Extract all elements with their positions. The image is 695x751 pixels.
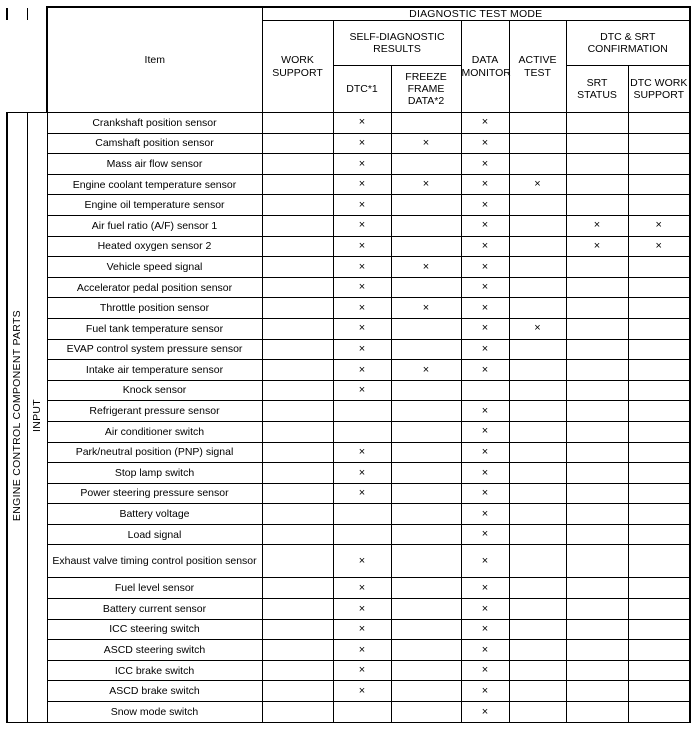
cell-work-support [262,154,333,175]
spacer-cell-outer-2 [7,21,27,66]
cell-dtc-work-support [628,483,690,504]
cell-active-test: × [509,174,566,195]
cell-dtc-work-support [628,360,690,381]
cell-data-monitor: × [461,277,509,298]
cell-active-test [509,619,566,640]
cell-active-test [509,545,566,578]
table-row [7,401,690,422]
cell-dtc: × [333,257,391,278]
spacer-cell-inner-2 [27,21,47,66]
cell-dtc-work-support [628,702,690,723]
cell-active-test [509,702,566,723]
row-item-label: Battery voltage [47,504,262,525]
cell-freeze-frame-data [391,380,461,401]
cell-dtc-work-support [628,640,690,661]
cell-active-test [509,463,566,484]
cell-data-monitor: × [461,640,509,661]
cell-data-monitor: × [461,133,509,154]
cell-srt-status [566,154,628,175]
cell-freeze-frame-data [391,681,461,702]
cell-srt-status [566,702,628,723]
table-row [7,483,690,504]
header-freeze-frame-data: FREEZE FRAME DATA*2 [391,66,461,113]
cell-dtc-work-support [628,442,690,463]
cell-active-test [509,401,566,422]
cell-dtc-work-support [628,339,690,360]
cell-freeze-frame-data [391,504,461,525]
diagnostic-test-mode-table [6,6,691,723]
table-body [7,113,690,723]
table-row [7,277,690,298]
cell-freeze-frame-data [391,599,461,620]
cell-dtc: × [333,660,391,681]
cell-srt-status [566,421,628,442]
cell-data-monitor: × [461,504,509,525]
spacer-cell-inner-3 [27,66,47,113]
cell-work-support [262,545,333,578]
header-diagnostic-test-mode: DIAGNOSTIC TEST MODE [262,7,690,21]
table-row [7,380,690,401]
row-item-label: Power steering pressure sensor [47,483,262,504]
cell-freeze-frame-data [391,524,461,545]
cell-work-support [262,442,333,463]
cell-freeze-frame-data [391,401,461,422]
cell-dtc-work-support [628,174,690,195]
cell-srt-status [566,463,628,484]
cell-active-test [509,599,566,620]
cell-work-support [262,257,333,278]
cell-srt-status [566,113,628,134]
header-dtc-srt-confirmation: DTC & SRT CONFIRMATION [566,21,690,66]
cell-dtc-work-support [628,257,690,278]
cell-srt-status [566,318,628,339]
cell-freeze-frame-data [391,215,461,236]
cell-dtc: × [333,133,391,154]
cell-dtc-work-support [628,619,690,640]
cell-active-test [509,257,566,278]
header-dtc: DTC*1 [333,66,391,113]
cell-active-test [509,215,566,236]
cell-dtc [333,524,391,545]
header-srt-status: SRT STATUS [566,66,628,113]
header-dtc-work-support: DTC WORK SUPPORT [628,66,690,113]
cell-freeze-frame-data [391,660,461,681]
cell-dtc: × [333,442,391,463]
cell-dtc: × [333,298,391,319]
cell-dtc-work-support [628,113,690,134]
table-row [7,681,690,702]
cell-active-test [509,640,566,661]
cell-active-test [509,339,566,360]
cell-freeze-frame-data [391,339,461,360]
table-row [7,545,690,578]
cell-freeze-frame-data [391,421,461,442]
row-item-label: Throttle position sensor [47,298,262,319]
table-header [7,7,690,113]
table-row [7,339,690,360]
cell-data-monitor: × [461,298,509,319]
cell-data-monitor: × [461,154,509,175]
header-work-support: WORK SUPPORT [262,21,333,113]
cell-freeze-frame-data [391,619,461,640]
cell-dtc: × [333,113,391,134]
cell-work-support [262,483,333,504]
cell-srt-status [566,578,628,599]
row-item-label: Fuel tank temperature sensor [47,318,262,339]
table-row [7,318,690,339]
table-row [7,702,690,723]
header-self-diagnostic-results: SELF-DIAGNOSTIC RESULTS [333,21,461,66]
cell-active-test [509,154,566,175]
cell-dtc-work-support [628,599,690,620]
cell-freeze-frame-data [391,154,461,175]
cell-data-monitor: × [461,545,509,578]
cell-srt-status [566,195,628,216]
cell-data-monitor: × [461,401,509,422]
cell-work-support [262,298,333,319]
row-item-label: Air fuel ratio (A/F) sensor 1 [47,215,262,236]
table-row [7,463,690,484]
cell-dtc-work-support [628,318,690,339]
row-item-label: Stop lamp switch [47,463,262,484]
table-row [7,660,690,681]
cell-dtc: × [333,236,391,257]
cell-work-support [262,640,333,661]
cell-dtc: × [333,640,391,661]
cell-freeze-frame-data [391,483,461,504]
cell-srt-status [566,681,628,702]
cell-dtc-work-support [628,195,690,216]
table-row [7,599,690,620]
cell-freeze-frame-data [391,113,461,134]
cell-srt-status [566,380,628,401]
cell-data-monitor: × [461,174,509,195]
cell-freeze-frame-data [391,545,461,578]
row-item-label: ASCD steering switch [47,640,262,661]
cell-dtc: × [333,599,391,620]
cell-data-monitor: × [461,215,509,236]
cell-dtc [333,421,391,442]
cell-data-monitor: × [461,113,509,134]
cell-data-monitor: × [461,421,509,442]
cell-work-support [262,660,333,681]
cell-data-monitor: × [461,599,509,620]
cell-dtc: × [333,681,391,702]
cell-dtc: × [333,545,391,578]
table-row [7,640,690,661]
cell-freeze-frame-data: × [391,257,461,278]
cell-data-monitor: × [461,195,509,216]
cell-work-support [262,215,333,236]
cell-freeze-frame-data: × [391,298,461,319]
cell-dtc-work-support [628,545,690,578]
cell-work-support [262,599,333,620]
row-item-label: EVAP control system pressure sensor [47,339,262,360]
cell-dtc-work-support [628,380,690,401]
row-item-label: ICC steering switch [47,619,262,640]
spacer-cell-outer-3 [7,66,27,113]
cell-data-monitor: × [461,318,509,339]
cell-srt-status [566,504,628,525]
cell-work-support [262,380,333,401]
row-item-label: Refrigerant pressure sensor [47,401,262,422]
table-row [7,257,690,278]
cell-dtc-work-support [628,578,690,599]
row-item-label: Engine oil temperature sensor [47,195,262,216]
table-row [7,113,690,134]
cell-dtc: × [333,195,391,216]
cell-work-support [262,277,333,298]
cell-dtc [333,702,391,723]
cell-srt-status [566,660,628,681]
cell-freeze-frame-data: × [391,360,461,381]
cell-freeze-frame-data [391,277,461,298]
cell-active-test [509,195,566,216]
cell-work-support [262,236,333,257]
cell-dtc-work-support [628,277,690,298]
cell-dtc: × [333,154,391,175]
cell-active-test [509,483,566,504]
cell-dtc: × [333,483,391,504]
cell-data-monitor: × [461,236,509,257]
cell-work-support [262,174,333,195]
row-item-label: Load signal [47,524,262,545]
row-item-label: Mass air flow sensor [47,154,262,175]
cell-active-test [509,360,566,381]
cell-srt-status [566,401,628,422]
cell-srt-status [566,174,628,195]
cell-data-monitor: × [461,442,509,463]
cell-srt-status [566,257,628,278]
cell-dtc [333,401,391,422]
cell-dtc: × [333,463,391,484]
cell-data-monitor: × [461,681,509,702]
cell-data-monitor: × [461,524,509,545]
cell-dtc: × [333,215,391,236]
cell-srt-status: × [566,215,628,236]
cell-dtc-work-support [628,133,690,154]
cell-freeze-frame-data [391,578,461,599]
header-item: Item [47,7,262,113]
cell-active-test [509,277,566,298]
cell-work-support [262,339,333,360]
cell-work-support [262,401,333,422]
table-row [7,578,690,599]
table-row [7,442,690,463]
cell-data-monitor [461,380,509,401]
cell-srt-status [566,277,628,298]
cell-work-support [262,524,333,545]
row-item-label: Accelerator pedal position sensor [47,277,262,298]
cell-work-support [262,702,333,723]
spacer-cell-outer [7,7,27,21]
cell-active-test: × [509,318,566,339]
row-item-label: Engine coolant temperature sensor [47,174,262,195]
cell-work-support [262,681,333,702]
cell-active-test [509,421,566,442]
table-row [7,174,690,195]
cell-data-monitor: × [461,660,509,681]
row-item-label: Snow mode switch [47,702,262,723]
cell-freeze-frame-data [391,463,461,484]
cell-active-test [509,578,566,599]
cell-data-monitor: × [461,463,509,484]
cell-dtc-work-support [628,298,690,319]
cell-active-test [509,236,566,257]
row-item-label: Air conditioner switch [47,421,262,442]
row-item-label: ICC brake switch [47,660,262,681]
header-active-test: ACTIVE TEST [509,21,566,113]
cell-freeze-frame-data: × [391,174,461,195]
cell-data-monitor: × [461,360,509,381]
cell-active-test [509,504,566,525]
cell-work-support [262,133,333,154]
cell-dtc: × [333,318,391,339]
cell-dtc [333,504,391,525]
cell-dtc: × [333,380,391,401]
table-row [7,298,690,319]
cell-freeze-frame-data: × [391,133,461,154]
table-row [7,215,690,236]
cell-dtc: × [333,578,391,599]
cell-dtc-work-support [628,401,690,422]
cell-dtc: × [333,339,391,360]
table-row [7,524,690,545]
cell-dtc-work-support [628,154,690,175]
cell-srt-status [566,545,628,578]
row-item-label: Knock sensor [47,380,262,401]
cell-srt-status [566,599,628,620]
cell-srt-status [566,133,628,154]
cell-data-monitor: × [461,483,509,504]
row-item-label: Fuel level sensor [47,578,262,599]
cell-srt-status [566,442,628,463]
cell-dtc-work-support [628,524,690,545]
cell-active-test [509,442,566,463]
row-item-label: ASCD brake switch [47,681,262,702]
cell-dtc-work-support [628,504,690,525]
row-item-label: Exhaust valve timing control position sensor [47,545,262,578]
cell-dtc: × [333,619,391,640]
cell-dtc: × [333,174,391,195]
cell-work-support [262,113,333,134]
cell-dtc-work-support: × [628,215,690,236]
cell-freeze-frame-data [391,702,461,723]
table-row [7,421,690,442]
cell-dtc: × [333,277,391,298]
cell-active-test [509,380,566,401]
table-row [7,504,690,525]
row-item-label: Battery current sensor [47,599,262,620]
spacer-cell-inner [27,7,47,21]
cell-freeze-frame-data [391,236,461,257]
cell-srt-status: × [566,236,628,257]
cell-work-support [262,360,333,381]
cell-srt-status [566,619,628,640]
row-item-label: Vehicle speed signal [47,257,262,278]
table-row [7,360,690,381]
table-row [7,236,690,257]
cell-active-test [509,113,566,134]
cell-active-test [509,681,566,702]
cell-work-support [262,463,333,484]
cell-data-monitor: × [461,578,509,599]
cell-srt-status [566,339,628,360]
cell-data-monitor: × [461,619,509,640]
header-data-monitor: DATA MONITOR [461,21,509,113]
cell-active-test [509,524,566,545]
cell-data-monitor: × [461,702,509,723]
cell-active-test [509,133,566,154]
cell-srt-status [566,360,628,381]
row-item-label: Crankshaft position sensor [47,113,262,134]
cell-work-support [262,578,333,599]
row-item-label: Camshaft position sensor [47,133,262,154]
cell-data-monitor: × [461,257,509,278]
table-row [7,133,690,154]
cell-work-support [262,318,333,339]
cell-freeze-frame-data [391,318,461,339]
cell-freeze-frame-data [391,195,461,216]
cell-work-support [262,619,333,640]
cell-dtc-work-support [628,681,690,702]
row-item-label: Park/neutral position (PNP) signal [47,442,262,463]
cell-dtc-work-support [628,660,690,681]
cell-dtc-work-support [628,463,690,484]
cell-srt-status [566,483,628,504]
cell-work-support [262,504,333,525]
cell-srt-status [566,298,628,319]
cell-dtc-work-support: × [628,236,690,257]
cell-active-test [509,660,566,681]
cell-work-support [262,421,333,442]
cell-srt-status [566,640,628,661]
row-item-label: Heated oxygen sensor 2 [47,236,262,257]
table-row [7,154,690,175]
table-row [7,195,690,216]
side-label-engine-control-component-parts: ENGINE CONTROL COMPONENT PARTS [7,113,27,723]
cell-freeze-frame-data [391,640,461,661]
cell-dtc-work-support [628,421,690,442]
cell-freeze-frame-data [391,442,461,463]
cell-dtc: × [333,360,391,381]
row-item-label: Intake air temperature sensor [47,360,262,381]
side-label-input: INPUT [27,113,47,723]
cell-srt-status [566,524,628,545]
table-row [7,619,690,640]
cell-active-test [509,298,566,319]
cell-work-support [262,195,333,216]
cell-data-monitor: × [461,339,509,360]
